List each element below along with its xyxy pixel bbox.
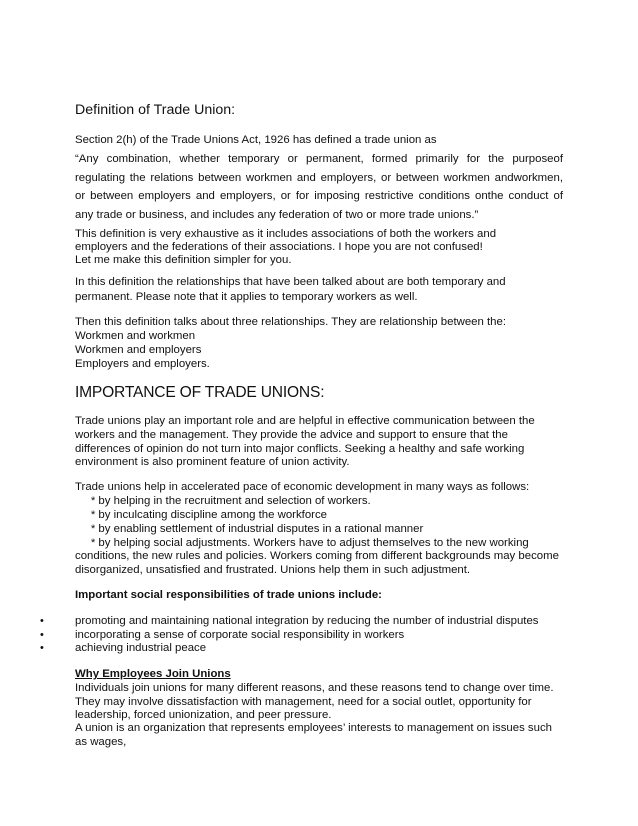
importance-para2-line: conditions, the new rules and policies. Workers coming from different backgrounds may become bbox=[75, 550, 559, 562]
why-join-line: They may involve dissatisfaction with management, need for a social outlet, opportunity for bbox=[75, 696, 532, 708]
importance-para2-line: * by inculcating discipline among the workforce bbox=[75, 509, 327, 521]
why-join-line: as wages, bbox=[75, 736, 127, 748]
why-join-heading: Why Employees Join Unions bbox=[75, 668, 231, 680]
definition-para1-line: Let me make this definition simpler for you. bbox=[75, 254, 292, 266]
definition-para1-line: This definition is very exhaustive as it includes associations of both the workers and bbox=[75, 228, 497, 240]
why-join-line: A union is an organization that represents employees’ interests to management on issues such bbox=[75, 722, 552, 734]
importance-para2-line: * by enabling settlement of industrial disputes in a rational manner bbox=[75, 523, 424, 535]
importance-para1-line: differences of opinion do not turn into major conflicts. Seeking a healthy and safe working bbox=[75, 443, 525, 455]
quote-line: any trade or business, and includes any federation of two or more trade unions.” bbox=[75, 209, 479, 221]
responsibility-item: incorporating a sense of corporate social responsibility in workers bbox=[75, 629, 405, 641]
importance-para1-line: environment is also prominent feature of union activity. bbox=[75, 456, 350, 468]
definition-para2-line: In this definition the relationships that have been talked about are both temporary and bbox=[75, 276, 506, 288]
bullet-icon: • bbox=[40, 642, 44, 654]
why-join-line: Individuals join unions for many different reasons, and these reasons tend to change over time. bbox=[75, 682, 554, 694]
responsibility-item: achieving industrial peace bbox=[75, 642, 207, 654]
quote-line: regulating the relations between workmen and employers, or between workmen andworkmen, bbox=[75, 172, 563, 184]
why-join-line: leadership, forced unionization, and peer pressure. bbox=[75, 709, 332, 721]
section-intro: Section 2(h) of the Trade Unions Act, 1926 has defined a trade union as bbox=[75, 134, 437, 146]
bullet-icon: • bbox=[40, 629, 44, 641]
definition-para2-line: permanent. Please note that it applies to temporary workers as well. bbox=[75, 291, 418, 303]
definition-heading: Definition of Trade Union: bbox=[75, 102, 236, 118]
definition-para1-line: employers and the federations of their associations. I hope you are not confused! bbox=[75, 241, 483, 253]
definition-para3-line: Then this definition talks about three relationships. They are relationship between the: bbox=[75, 316, 506, 328]
responsibilities-heading: Important social responsibilities of trade unions include: bbox=[75, 589, 382, 601]
relationship-item: Workmen and workmen bbox=[75, 330, 196, 342]
importance-heading: IMPORTANCE OF TRADE UNIONS: bbox=[75, 384, 325, 401]
relationship-item: Employers and employers. bbox=[75, 358, 210, 370]
bullet-icon: • bbox=[40, 615, 44, 627]
importance-para2-line: disorganized, unsatisfied and frustrated. Unions help them in such adjustment. bbox=[75, 564, 471, 576]
importance-para2-line: * by helping in the recruitment and selection of workers. bbox=[75, 495, 371, 507]
quote-line: or between employers and employers, or for imposing restrictive conditions onthe conduct of bbox=[75, 190, 563, 202]
importance-para2-line: * by helping social adjustments. Workers have to adjust themselves to the new working bbox=[75, 537, 529, 549]
quote-line: “Any combination, whether temporary or permanent, formed primarily for the purposeof bbox=[75, 153, 563, 165]
importance-para1-line: Trade unions play an important role and are helpful in effective communication between the bbox=[75, 415, 535, 427]
importance-para1-line: workers and the management. They provide the advice and support to ensure that the bbox=[75, 429, 508, 441]
importance-para2-line: Trade unions help in accelerated pace of economic development in many ways as follows: bbox=[75, 481, 530, 493]
responsibility-item: promoting and maintaining national integration by reducing the number of industrial disputes bbox=[75, 615, 539, 627]
relationship-item: Workmen and employers bbox=[75, 344, 202, 356]
